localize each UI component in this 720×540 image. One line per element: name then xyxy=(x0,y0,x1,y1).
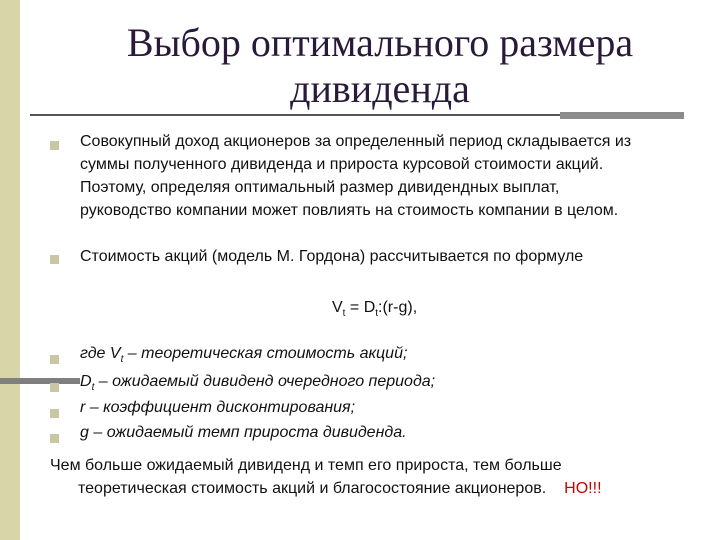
definition-text: D xyxy=(80,373,92,390)
conclusion-highlight: НО!!! xyxy=(564,480,602,497)
definition-subscript: t xyxy=(91,382,95,394)
definition-item xyxy=(80,399,355,417)
definition-item xyxy=(80,424,407,442)
conclusion-line-2-wrap xyxy=(50,477,602,500)
bullet-icon xyxy=(50,383,59,392)
bullet-icon xyxy=(50,434,59,443)
decorative-left-accent xyxy=(0,378,80,384)
definition-item xyxy=(80,373,435,393)
formula-v: V xyxy=(332,299,343,316)
formula-d-subscript: t xyxy=(375,308,379,320)
paragraph-1 xyxy=(80,130,710,222)
title-accent-bar xyxy=(560,112,684,119)
conclusion-line-2: теоретическая стоимость акций и благосостояние акционеров. xyxy=(78,480,547,497)
definition-text: – теоретическая стоимость акций; xyxy=(123,345,408,362)
bullet-icon xyxy=(50,255,59,264)
decorative-left-strip xyxy=(0,0,20,540)
definition-text: r – коэффициент дисконтирования; xyxy=(80,399,356,416)
formula-v-subscript: t xyxy=(342,308,346,320)
conclusion xyxy=(50,454,602,500)
definition-subscript: t xyxy=(120,354,124,366)
title-line-1: Выбор оптимального размера xyxy=(126,20,634,65)
conclusion-line-1: Чем больше ожидаемый дивиденд и темп его прироста, тем больше xyxy=(50,457,562,474)
title-line-2: дивиденда xyxy=(290,66,470,111)
formula-rest: :(r-g), xyxy=(378,299,418,316)
definition-text: g – ожидаемый темп прироста дивиденда. xyxy=(80,424,407,441)
bullet-icon xyxy=(50,141,59,150)
paragraph-2: Стоимость акций (модель М. Гордона) рассчитывается по формуле xyxy=(80,248,584,265)
bullet-icon xyxy=(50,409,59,418)
definition-item xyxy=(80,345,407,365)
gordon-formula xyxy=(332,299,417,319)
formula-eq: = D xyxy=(345,299,376,316)
bullet-icon xyxy=(50,355,59,364)
slide-title xyxy=(60,20,700,112)
paragraph-1-line: руководство компании может повлиять на стоимость компании в целом. xyxy=(80,202,619,219)
paragraph-1-line: Поэтому, определяя оптимальный размер дивидендных выплат, xyxy=(80,179,560,196)
paragraph-1-line: суммы полученного дивиденда и прироста курсовой стоимости акций. xyxy=(80,156,604,173)
paragraph-1-line: Совокупный доход акционеров за определенный период складывается из xyxy=(80,133,632,150)
definition-text: – ожидаемый дивиденд очередного периода; xyxy=(94,373,436,390)
definition-text: где V xyxy=(80,345,121,362)
